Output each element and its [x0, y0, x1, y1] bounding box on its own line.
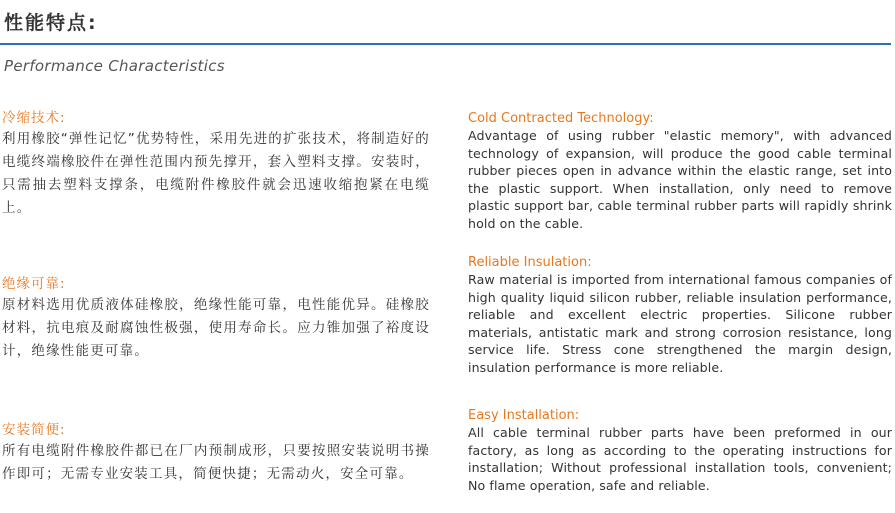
section-body-en: All cable terminal rubber parts have been preformed in our factory, as long as according to the operating instructions for installation; Without professional installation tools, convenient; No flame operation, safe and reliable. — [468, 425, 892, 493]
section-body-cn: 原材料选用优质液体硅橡胶，绝缘性能可靠，电性能优异。硅橡胶材料，抗电痕及耐腐蚀性极强，使用寿命长。应力锥加强了裕度设计，绝缘性能更可靠。 — [2, 297, 430, 359]
section-heading-en: Reliable Insulation: — [468, 255, 592, 270]
page-subtitle: Performance Characteristics — [4, 57, 225, 75]
section-heading-en: Cold Contracted Technology: — [468, 111, 654, 126]
section-body-cn: 利用橡胶“弹性记忆”优势特性，采用先进的扩张技术，将制造好的电缆终端橡胶件在弹性范围内预先撑开，套入塑料支撑。安装时，只需抽去塑料支撑条，电缆附件橡胶件就会迅速收缩抱紧在电缆上。 — [2, 131, 430, 216]
section-reliable-insulation-en — [468, 254, 892, 377]
section-body-en: Advantage of using rubber "elastic memory", with advanced technology of expansion, will produce the good cable terminal rubber pieces open in advance within the elastic range, set into the plastic support. When installation, only need to remove plastic support bar, cable terminal rubber parts will rapidly shrink hold on the cable. — [468, 128, 892, 231]
section-easy-installation-en — [468, 407, 892, 494]
section-cold-contracted-cn — [2, 109, 430, 220]
section-body-en: Raw material is imported from international famous companies of high quality liquid silicon rubber, reliable insulation performance, reliable and excellent electric properties. Silicone rubber materials, antistatic mark and strong corrosion resistance, long service life. Stress cone strengthened the margin design, insulation performance is more reliable. — [468, 272, 892, 375]
title-divider — [0, 43, 891, 45]
page-title: 性能特点: — [4, 12, 98, 34]
section-heading-cn: 冷缩技术: — [2, 110, 66, 126]
section-body-cn: 所有电缆附件橡胶件都已在厂内预制成形，只要按照安装说明书操作即可；无需专业安装工具，简便快捷；无需动火，安全可靠。 — [2, 443, 430, 482]
section-cold-contracted-en — [468, 110, 892, 233]
section-heading-cn: 绝缘可靠: — [2, 276, 66, 292]
section-heading-en: Easy Installation: — [468, 408, 580, 423]
section-heading-cn: 安装简便: — [2, 422, 66, 438]
section-reliable-insulation-cn — [2, 275, 430, 363]
section-easy-installation-cn — [2, 421, 430, 486]
